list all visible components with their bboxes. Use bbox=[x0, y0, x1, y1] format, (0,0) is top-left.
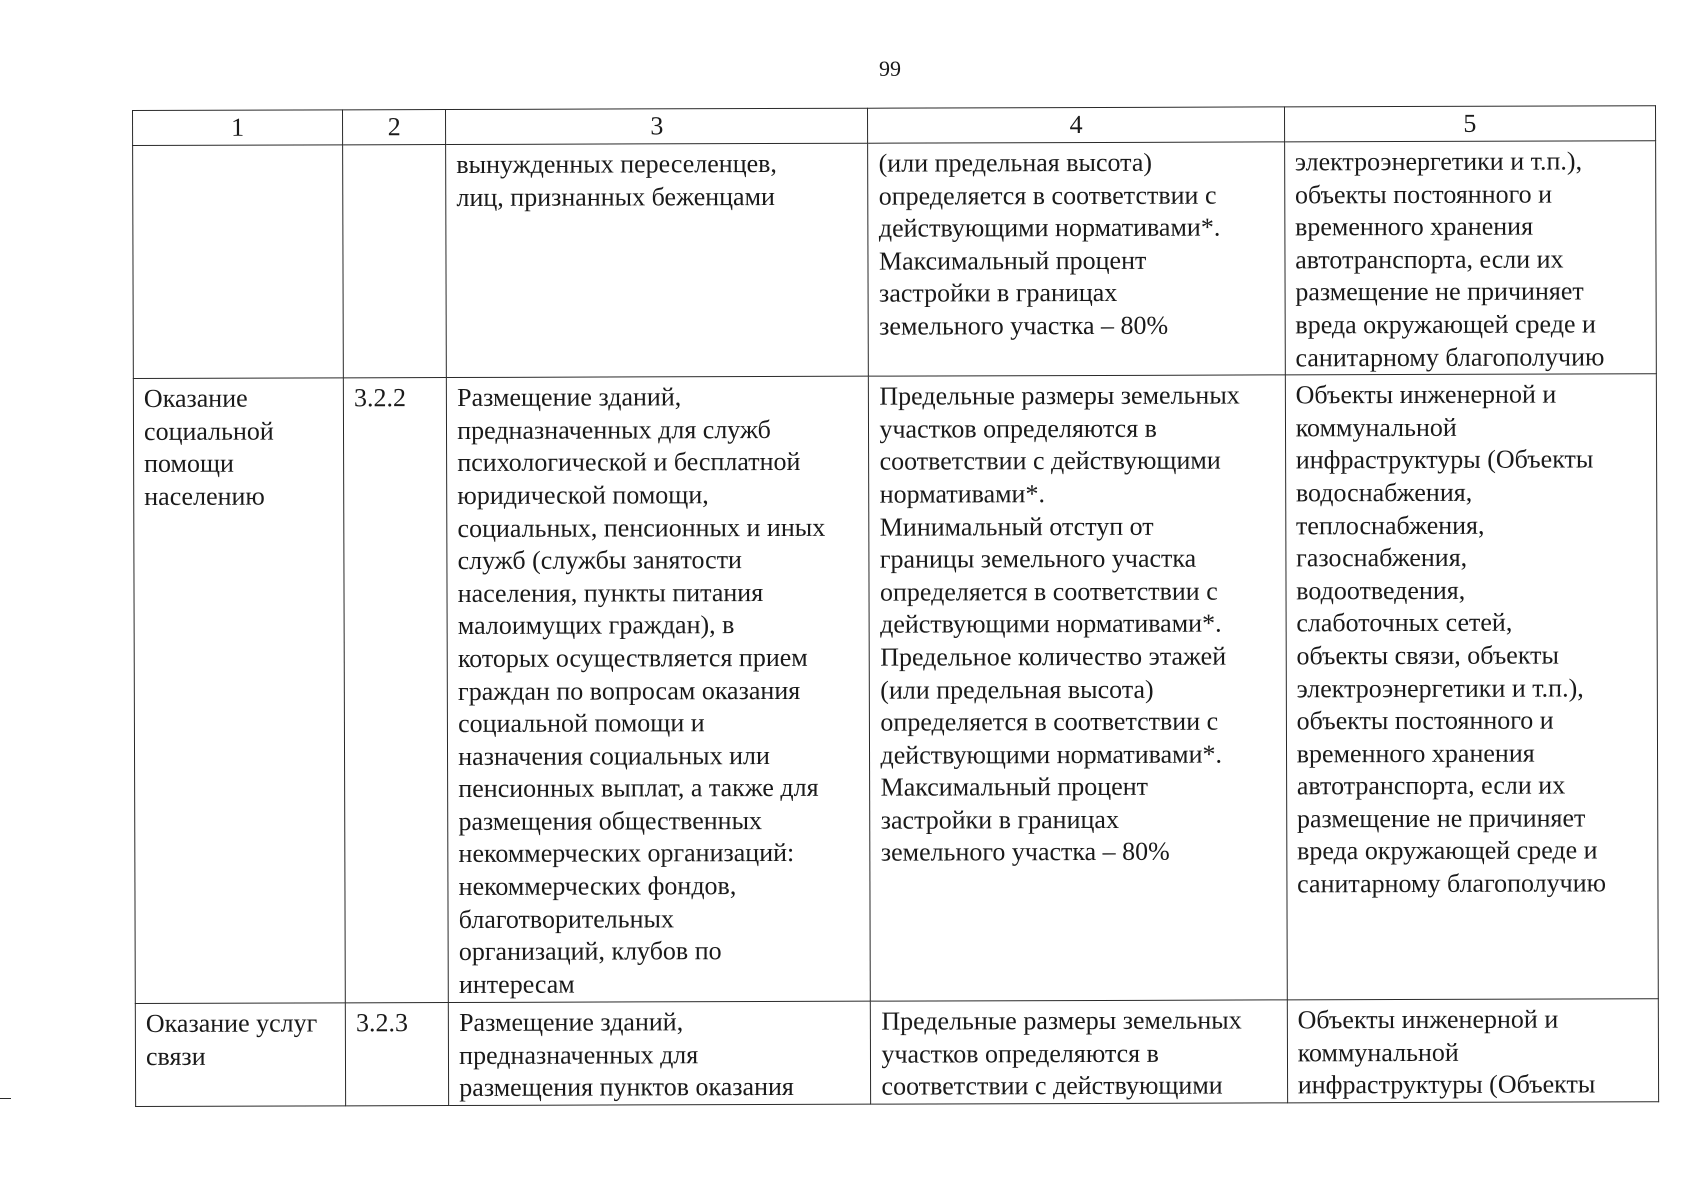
auxiliary-uses-text: электроэнергетики и т.п.), объекты постоянного и временного хранения автотранспорта, если их размещение не причиняет вреда окружающей среде и санитарному благополучию bbox=[1294, 146, 1605, 372]
use-description-cell bbox=[448, 1001, 871, 1105]
scan-edge-mark bbox=[0, 1098, 11, 1099]
auxiliary-uses-cell bbox=[1287, 999, 1659, 1103]
use-name-text: Оказание социальной помощи населению bbox=[143, 383, 274, 511]
column-header-4: 4 bbox=[868, 107, 1284, 143]
parameters-cell bbox=[868, 142, 1285, 376]
auxiliary-uses-text: Объекты инженерной и коммунальной инфраструктуры (Объекты водоснабжения, теплоснабжения, газоснабжения, водоотведения, слаботочных сетей, объекты связи, объекты электроэнергетики и т.п.), объекты постоянного и временного хранения автотранспорта, если их размещение не причиняет вреда окружающей среде и санитарному благополучию bbox=[1295, 379, 1607, 899]
auxiliary-uses-cell bbox=[1285, 374, 1658, 1000]
use-description-text: вынужденных переселенцев, лиц, признанных беженцами bbox=[456, 148, 777, 212]
column-header-5: 5 bbox=[1284, 106, 1655, 142]
use-description-cell bbox=[446, 143, 869, 377]
use-name-cell bbox=[135, 1003, 345, 1106]
land-use-table bbox=[132, 105, 1659, 1107]
page-number: 99 bbox=[879, 56, 901, 81]
parameters-text: (или предельная высота) определяется в соответствии с действующими нормативами*. Максимальный процент застройки в границах земельного участка – 80% bbox=[878, 147, 1221, 341]
use-description-text: Размещение зданий, предназначенных для размещения пунктов оказания bbox=[459, 1007, 794, 1103]
use-name-text bbox=[143, 149, 332, 150]
header-row bbox=[133, 106, 1656, 146]
table-row bbox=[133, 141, 1657, 379]
auxiliary-uses-text: Объекты инженерной и коммунальной инфраструктуры (Объекты bbox=[1297, 1004, 1596, 1100]
use-name-cell bbox=[133, 145, 344, 379]
use-code-text: 3.2.3 bbox=[355, 1008, 409, 1038]
parameters-text: Предельные размеры земельных участков определяются в соответствии с действующими нормативами*. Минимальный отступ от границы земельного участка определяется в соответствии с действующими нормативами*. Предельное количество этажей (или предельная высота) определяется в соответствии с действующими нормативами*. Максимальный процент застройки в границах земельного участка – 80% bbox=[879, 380, 1240, 868]
table-row bbox=[135, 999, 1658, 1107]
table-row bbox=[133, 374, 1658, 1004]
column-header-1: 1 bbox=[133, 110, 343, 146]
auxiliary-uses-cell bbox=[1284, 141, 1656, 375]
use-code-cell bbox=[343, 145, 447, 378]
use-code-text: 3.2.2 bbox=[353, 383, 407, 413]
use-code-cell bbox=[343, 378, 448, 1003]
use-name-text: Оказание услуг связи bbox=[145, 1008, 318, 1071]
use-description-cell bbox=[447, 376, 871, 1002]
column-header-3: 3 bbox=[446, 108, 868, 144]
parameters-cell bbox=[869, 375, 1287, 1001]
use-name-cell bbox=[133, 378, 345, 1004]
parameters-text: Предельные размеры земельных участков определяются в соответствии с действующими bbox=[881, 1005, 1242, 1101]
use-description-text: Размещение зданий, предназначенных для служб психологической и бесплатной юридической помощи, социальных, пенсионных и иных служб (службы занятости населения, пункты питания малоимущих граждан), в которых осуществляется прием граждан по вопросам оказания социальной помощи и назначения социальных или пенсионных выплат, а также для размещения общественных некоммерческих организаций: некоммерческих фондов, благотворительных организаций, клубов по интересам bbox=[457, 382, 826, 999]
use-code-cell bbox=[345, 1003, 448, 1106]
parameters-cell bbox=[871, 1000, 1288, 1104]
column-header-2: 2 bbox=[343, 110, 446, 145]
